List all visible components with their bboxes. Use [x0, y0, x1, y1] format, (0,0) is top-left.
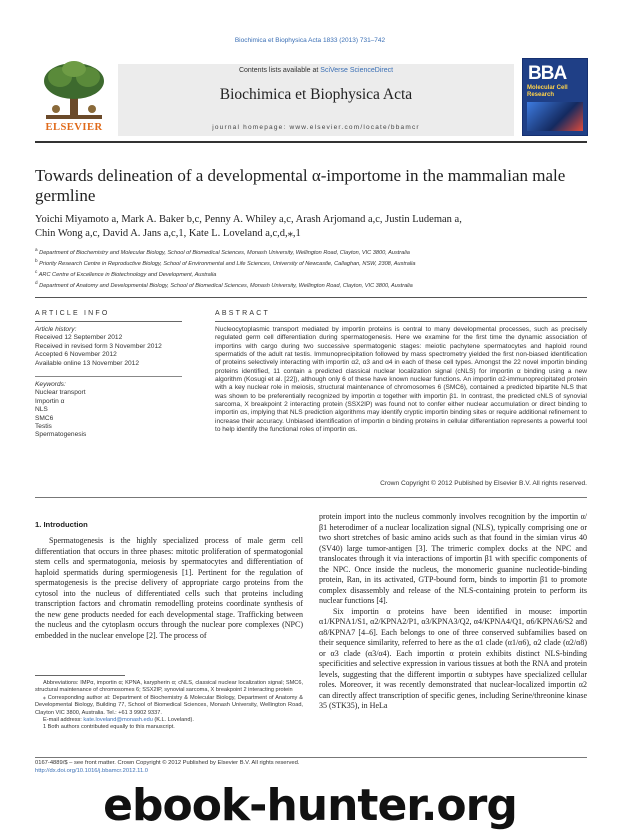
introduction-heading: 1. Introduction: [35, 520, 88, 529]
footnote-divider: [35, 675, 125, 676]
keyword-item: Importin α: [35, 397, 65, 405]
elsevier-logo-text: ELSEVIER: [45, 122, 103, 133]
bottom-meta: [35, 760, 335, 775]
journal-title: Biochimica et Biophysica Acta: [219, 86, 413, 103]
body-column-left: [35, 536, 303, 641]
issn-line: 0167-4889/$ – see front matter. Crown Copyright © 2012 Published by Elsevier B.V. All rights reserved.: [35, 760, 300, 766]
intro-paragraph: protein import into the nucleus commonly involves recognition by the importin α/β1 heterodimer of a nuclear localization signal (NLS), typically comprising one or two short stretches of basic amino acids such as that found in the simian virus 40 (SV40) large tumor-antigen [3]. The trimeric complex docks at the NPC and translocates through it via interactions of importin β1 with specific components of the NPC. Once inside the nucleus, the monomeric guanine nucleotide-binding protein, Ran, in its activated, GTP-bound form, binds to importin β1 to promote complex disassembly and release of the NLS-containing protein to perform its nuclear functions [4].: [319, 512, 587, 605]
keywords-label: Keywords:: [35, 381, 66, 388]
body-column-right: [319, 512, 587, 712]
affiliation-item: $^c$ ARC Centre of Excellence in Biotechnology and Development, Australia: [35, 269, 217, 278]
article-info-divider: [35, 321, 182, 322]
abstract-copyright: Crown Copyright © 2012 Published by Elsevier B.V. All rights reserved.: [380, 480, 587, 487]
contents-line: [118, 67, 514, 74]
abstract-divider: [215, 321, 587, 322]
affiliation-item: $^a$ Department of Biochemistry and Molecular Biology, School of Biomedical Sciences, Monash University, Wellington Road, Clayton, VIC 3800, Australia: [35, 247, 410, 256]
bottom-divider: [35, 757, 587, 758]
history-item: Received 12 September 2012: [35, 334, 123, 342]
authors-line-1: Yoichi Miyamoto a, Mark A. Baker b,c, Penny A. Whiley a,c, Arash Arjomand a,c, Justin Ludeman a,: [35, 214, 462, 225]
journal-homepage[interactable]: journal homepage: www.elsevier.com/locate/bbamcr: [212, 124, 420, 131]
affiliation-item: $^d$ Department of Anatomy and Developmental Biology, School of Biomedical Sciences, Monash University, Wellington Road, Clayton, VIC 3800, Australia: [35, 280, 413, 290]
article-history: [35, 326, 182, 368]
keyword-item: Spermatogenesis: [35, 431, 87, 439]
footnote-equal-contribution: 1 Both authors contributed equally to this manuscript.: [43, 724, 175, 731]
cover-title: BBA: [528, 63, 567, 84]
cover-subtitle: Molecular Cell Research: [527, 85, 568, 98]
keyword-item: Nuclear transport: [35, 389, 86, 397]
keyword-item: NLS: [35, 406, 48, 414]
cover-artwork: [527, 102, 583, 131]
sciencedirect-link[interactable]: SciVerse ScienceDirect: [320, 67, 394, 74]
abstract-bottom-divider: [35, 497, 587, 498]
keywords: [35, 381, 182, 440]
author-list: [35, 213, 587, 241]
article-title: Towards delineation of a developmental α-importome in the mammalian male germline: [35, 166, 566, 205]
tree-icon: [36, 59, 112, 121]
intro-paragraph: Spermatogenesis is the highly specialized process of male germ cell differentiation that occurs in three phases: mitotic proliferation of spermatogonial stem cells and spermatogonia, meiosis by spermatocytes and differentiation of haploid spermatids during spermiogenesis [1]. Pertinent for the regulation of spermatogenesis is the precise delivery of appropriate cargo proteins from the cytosol into the nucleus of differentiated cells such that proteins including transcription factors and chromatin remodelling proteins coordinate synthesis of the new gene products needed for each developmental stage. Trafficking between the nucleus and the cytoplasm occurs through the nuclear pore complexes (NPC) embedded in the nuclear envelope [2]. The process of: [35, 536, 303, 640]
footnotes: [35, 680, 303, 732]
header-divider: [35, 141, 587, 143]
article-info-heading: ARTICLE INFO: [35, 310, 110, 317]
journal-cover: [522, 58, 588, 136]
history-label: Article history:: [35, 326, 77, 333]
history-item: Received in revised form 3 November 2012: [35, 342, 162, 350]
keywords-divider: [35, 376, 182, 377]
footnote-email: E-mail address: kate.loveland@monash.edu (K.L. Loveland).: [43, 717, 194, 724]
contents-prefix: Contents lists available at: [238, 67, 321, 74]
affiliation-item: $^b$ Priority Research Centre in Reproductive Biology, School of Environmental and Life Sciences, University of Newcastle, Callaghan, NSW, 2308, Australia: [35, 258, 416, 267]
history-item: Available online 13 November 2012: [35, 359, 139, 367]
affiliation-divider: [35, 297, 587, 298]
email-link[interactable]: kate.loveland@monash.edu: [83, 717, 153, 724]
watermark: ebook-hunter.org: [0, 784, 620, 827]
authors-line-2: Chin Wong a,c, David A. Jans a,c,1, Kate L. Loveland a,c,d,⁎,1: [35, 228, 301, 239]
history-item: Accepted 6 November 2012: [35, 351, 117, 359]
footnote-corresponding: ⁎ Corresponding author at: Department of Biochemistry & Molecular Biology, Department of Anatomy & Developmental Biology, Building 77, School of Biomedical Sciences, Monash University, Wellington Road, Clayton VIC 3800, Australia. Tel.: +61 3 9902 9337.: [35, 694, 303, 716]
affiliations: [35, 246, 587, 290]
doi-link[interactable]: http://dx.doi.org/10.1016/j.bbamcr.2012.11.0: [35, 767, 149, 774]
journal-citation: Biochimica et Biophysica Acta 1833 (2013) 731–742: [234, 37, 386, 44]
abstract-heading: ABSTRACT: [215, 310, 270, 317]
footnote-abbreviations: Abbreviations: IMPα, importin α; KPNA, karypherin α; cNLS, classical nuclear localization signal; SMC6, structural maintenance of chromosomes 6; SSX2IP, synovial sarcoma, X breakpoint 2 interacting protein: [35, 680, 303, 694]
keyword-item: SMC6: [35, 414, 54, 422]
keyword-item: Testis: [35, 423, 52, 431]
intro-paragraph: Six importin α proteins have been identified in mouse: importin α1/KPNA1/S1, α2/KPNA2/P1, α3/KPNA3/Q2, α4/KPNA4/Q1, α6/KPNA6/S2 and α8/KPNA7 [4–6]. Each belongs to one of three conserved subfamilies based on their sequence similarity, referred to here as the α1 clade (α1/α6), α2 clade (α2/α8) or α3 clade (α3/α4). Each importin α protein exhibits distinct NLS-binding specificities and selective expression in various tissues at both the RNA and protein levels, suggesting that the different importin α subtypes have specialized cellular roles. Moreover, it was recently demonstrated that nuclear-localized importin α2 can directly affect transcription of specific genes, including Serine/threonine kinase 35 (STK35), in HeLa: [319, 606, 587, 710]
abstract-text: Nucleocytoplasmic transport mediated by importin proteins is central to many developmental processes, such as precisely regulated germ cell differentiation during spermatogenesis. Here we examine for the first time the dynamic association of importins with cargo during two successive spermatogenic stages: meiotic pachytene spermatocytes and haploid round spermatids of the adult rat testis. Immunoprecipitation followed by mass spectrometry yielded the first non-biased identification of proteins selectively interacting with importin α2, α3 and α4 in each of these cell types. Amongst the 22 novel importin binding proteins identified, 11 contain a predicted classical nuclear localization signal (cNLS) for importin α binding using a new algorithm (Kosugi et al. [22]), although only 6 of these have known nuclear functions. An importin α2-immunoprecipitated protein with a key nuclear role in meiosis, structural maintenance of chromosomes 6 (SMC6), contained a predicted bipartite NLS that was shown to be preferentially recognized by importin α together with importin β1. In contrast, the predicted cNLS of synovial sarcoma, X breakpoint 2 interacting protein (SSX2IP) was found not to confer either nuclear accumulation or direct binding to importin αs, implying that NLS prediction algorithms may identify cryptic importin binding sites or require additional refinement to increase their accuracy. Unbiased identification of importin α binding proteins in cellular differentiation represents a powerful tool to help identify the functional roles of importin αs.: [215, 326, 587, 434]
